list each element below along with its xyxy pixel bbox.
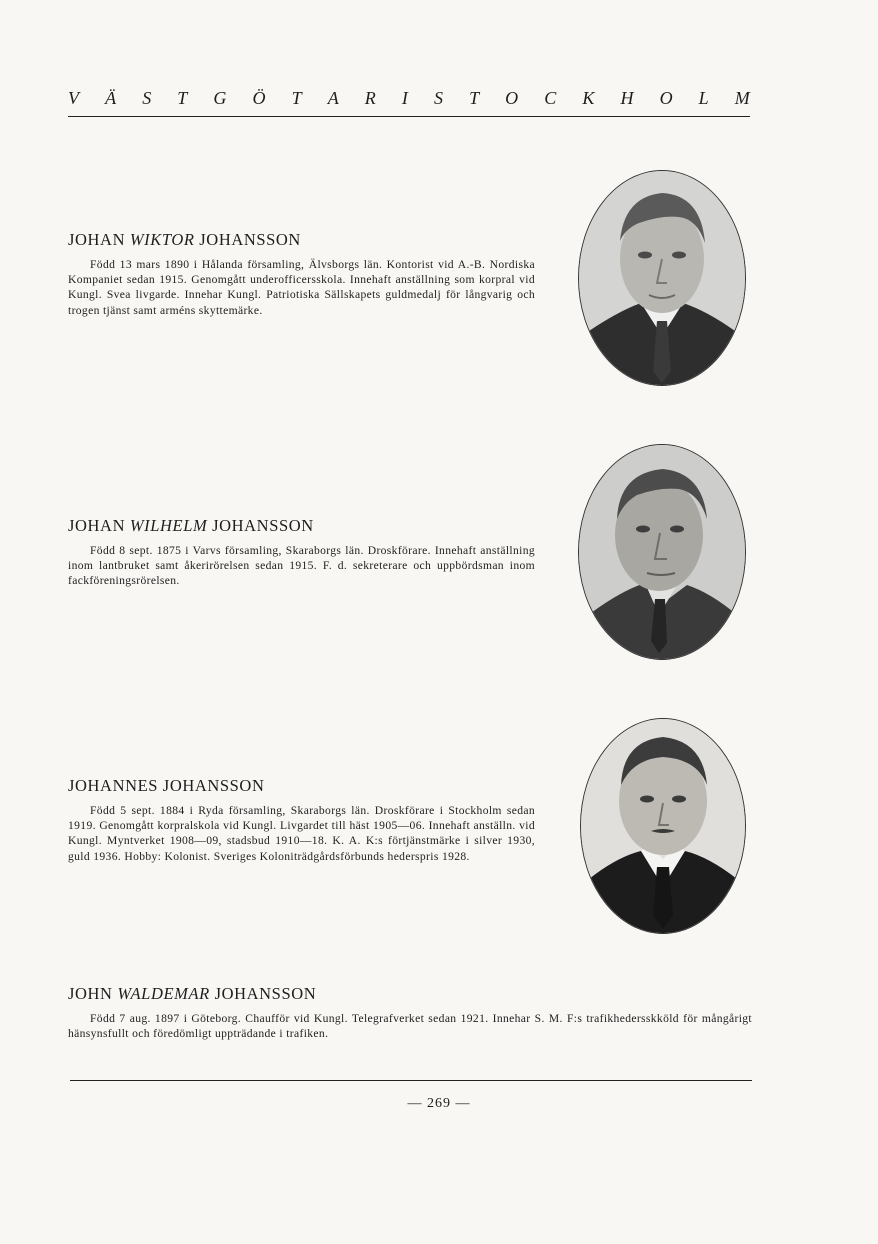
- header-rule: [68, 116, 750, 117]
- middle-name: WALDEMAR: [117, 984, 210, 1003]
- last-name: JOHANSSON: [212, 516, 314, 535]
- running-head-letter: L: [698, 88, 709, 108]
- footer-rule: [70, 1080, 752, 1081]
- biography-text: Född 13 mars 1890 i Hålanda församling, Älvsborgs län. Kontorist vid A.-B. Nordiska Kompaniet sedan 1915. Genomgått underofficersskola. Innehaft anställning som korpral vid Kungl. Svea livgarde. Innehar Kungl. Patriotiska Sällskapets guldmedalj för långvarig och trogen tjänst samt arméns skyttemärke.: [68, 258, 535, 317]
- last-name: JOHANSSON: [162, 776, 265, 795]
- biography-entry: [68, 230, 535, 318]
- running-head-letter: A: [327, 88, 339, 108]
- last-name: JOHANSSON: [214, 984, 317, 1003]
- first-name: JOHAN: [68, 516, 126, 535]
- biography-text: Född 5 sept. 1884 i Ryda församling, Skaraborgs län. Droskförare i Stockholm sedan 1919. Genomgått korpralskola vid Kungl. Livgardet till häst 1905—06. Innehaft anställn. vid Kungl. Myntverket 1908—09, stadsbud 1910—18. K. A. K:s förtjänstmärke i silver 1930, guld 1936. Hobby: Kolonist. Sveriges Koloniträdgårdsförbunds hederspris 1928.: [68, 804, 535, 863]
- running-head-letter: I: [401, 88, 408, 108]
- running-head-letter: M: [734, 88, 750, 108]
- running-head-letter: Ö: [252, 88, 266, 108]
- portrait-photo: [578, 170, 746, 386]
- biography-text: Född 8 sept. 1875 i Varvs församling, Skaraborgs län. Droskförare. Innehaft anställning inom lantbruket samt åkerirörelsen sedan 1915. F. d. sekreterare och uppbördsman inom fackföreningsrörelsen.: [68, 544, 535, 588]
- running-head-letter: T: [469, 88, 480, 108]
- first-name: JOHANNES: [68, 776, 159, 795]
- last-name: JOHANSSON: [199, 230, 301, 249]
- running-head-letter: O: [659, 88, 673, 108]
- page-number: — 269 —: [407, 1096, 471, 1111]
- running-head-letter: G: [213, 88, 227, 108]
- person-name: [68, 776, 535, 796]
- running-head-letter: S: [142, 88, 152, 108]
- first-name: JOHN: [68, 984, 113, 1003]
- running-head-letter: H: [620, 88, 634, 108]
- middle-name: WIKTOR: [129, 230, 195, 249]
- running-head-letter: T: [291, 88, 302, 108]
- biography-entry: [68, 984, 752, 1041]
- person-name: [68, 984, 752, 1004]
- running-head: [68, 88, 750, 109]
- portrait-photo: [578, 444, 746, 660]
- person-name: [68, 516, 535, 536]
- running-head-letter: K: [582, 88, 595, 108]
- running-head-letter: O: [505, 88, 519, 108]
- running-head-letter: C: [544, 88, 557, 108]
- first-name: JOHAN: [68, 230, 126, 249]
- middle-name: WILHELM: [129, 516, 208, 535]
- running-head-letter: R: [364, 88, 376, 108]
- portrait-photo: [580, 718, 746, 934]
- person-name: [68, 230, 535, 250]
- running-head-letter: Ä: [105, 88, 117, 108]
- biography-entry: [68, 776, 535, 864]
- running-head-letter: T: [177, 88, 188, 108]
- running-head-letter: S: [433, 88, 443, 108]
- running-head-letter: V: [68, 88, 79, 108]
- biography-entry: [68, 516, 535, 589]
- biography-text: Född 7 aug. 1897 i Göteborg. Chaufför vid Kungl. Telegrafverket sedan 1921. Innehar S. M. F:s trafikhedersskköld för mångårigt hänsynsfullt och föredömligt uppträdande i trafiken.: [68, 1012, 752, 1041]
